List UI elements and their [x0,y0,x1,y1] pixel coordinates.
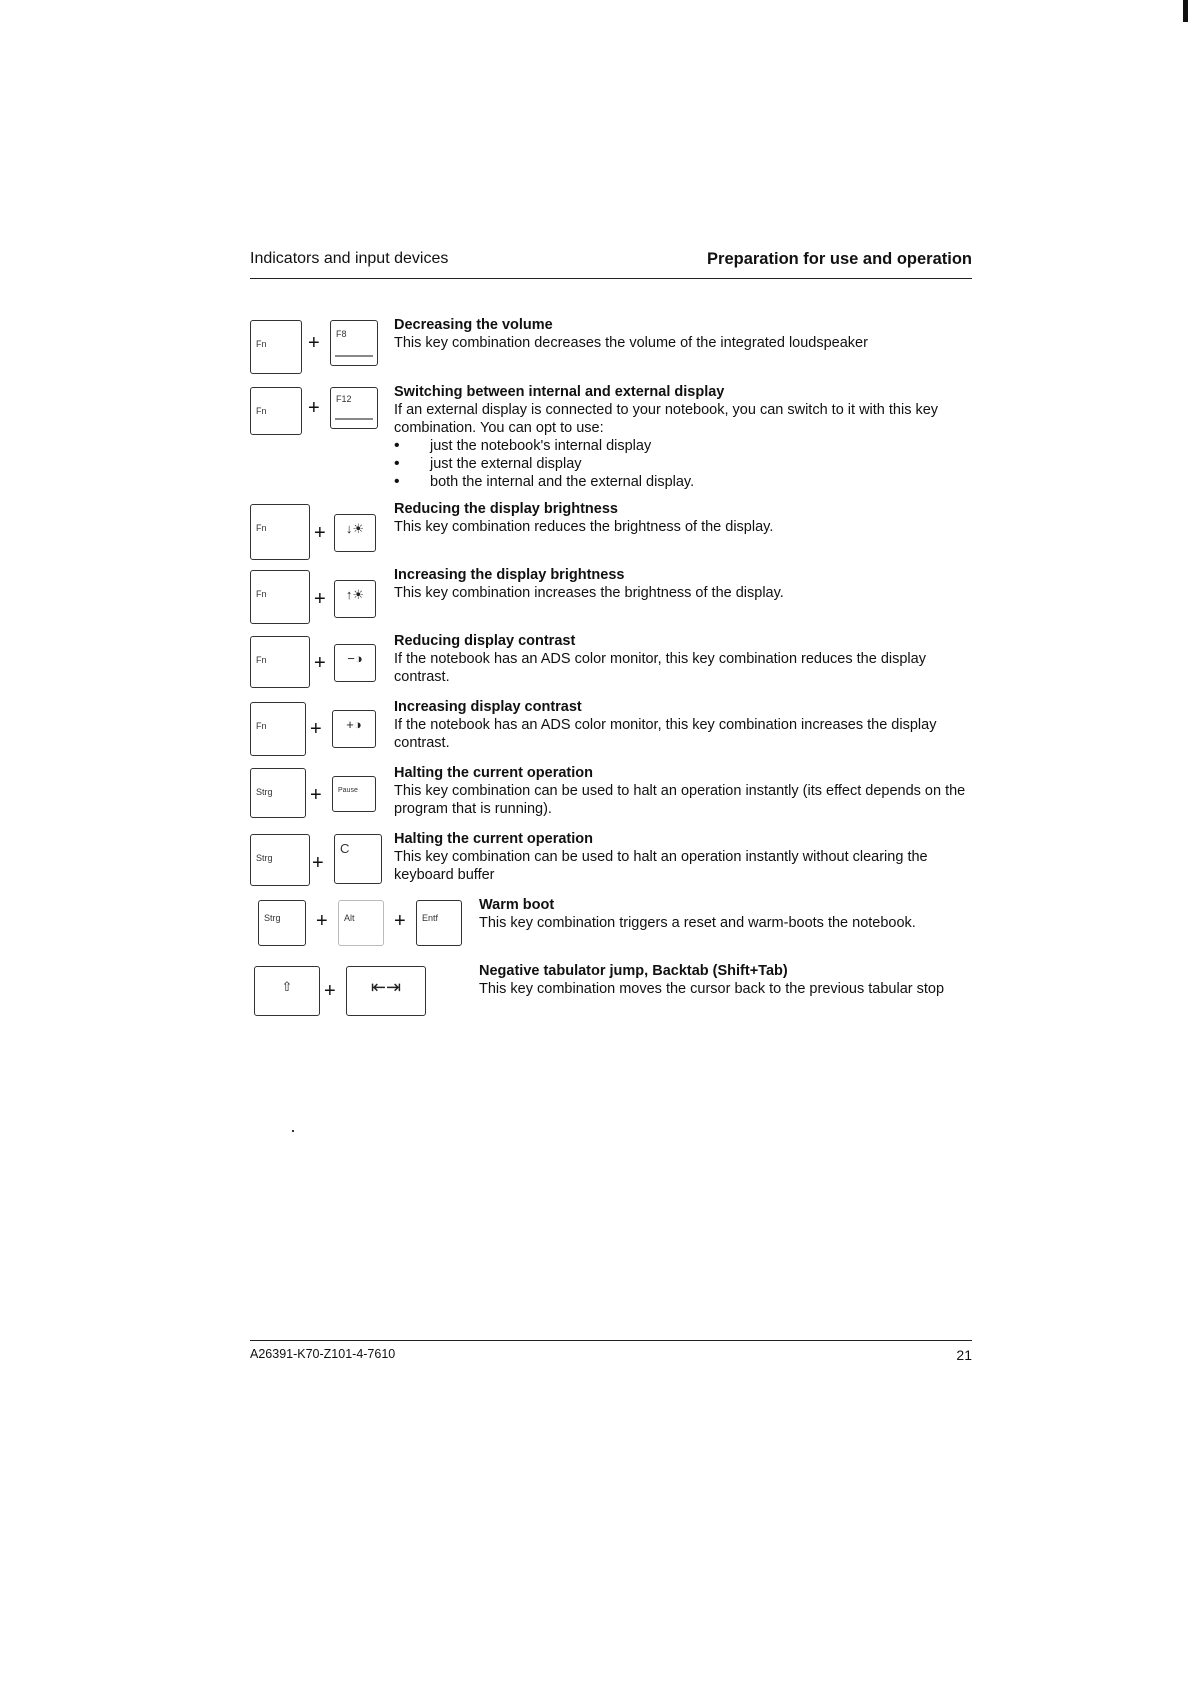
entf-key [416,900,462,946]
entry-text [394,764,974,818]
plus-sign: + [312,852,324,874]
entry-description: If the notebook has an ADS color monitor, this key combination reduces the display contrast. [394,651,926,685]
entry-description: This key combination triggers a reset and warm-boots the notebook. [479,915,916,931]
option-item: • just the external display [394,455,974,473]
key-combo-graphic [246,316,386,380]
fn-key [250,320,302,374]
plus-sign: + [308,332,320,354]
plus-sign: + [316,910,328,932]
entry-description: If an external display is connected to your notebook, you can switch to it with this key combination. You can opt to use: [394,402,939,436]
entry-description: This key combination reduces the brightness of the display. [394,519,774,535]
entry-text [479,896,976,932]
entry-title: Warm boot [479,897,555,913]
contrast-up-key [332,710,376,748]
tab-icon: ⇤⇥ [370,977,402,997]
fn-key-label: Fn [256,523,267,533]
key-combo-graphic [246,632,386,696]
strg-key [250,768,306,818]
header-chapter-title: Preparation for use and operation [707,250,972,268]
fn-key [250,387,302,435]
entry-title: Halting the current operation [394,831,593,847]
pause-key [332,776,376,812]
entry-text [394,632,974,686]
entry-text [394,383,974,491]
key-combo-graphic [246,500,386,564]
fn-key-label: Fn [256,589,267,599]
f12-key [330,387,378,429]
entry-description: This key combination increases the brightness of the display. [394,585,784,601]
document-code: A26391-K70-Z101-4-7610 [250,1347,396,1361]
plus-sign: + [314,522,326,544]
option-item: • just the notebook's internal display [394,437,974,455]
key-symbol [335,355,373,357]
brightness-down-icon: ↓☀ [345,521,365,536]
entry-title: Increasing the display brightness [394,567,625,583]
header-section-title: Indicators and input devices [250,250,449,267]
entry-title: Reducing display contrast [394,633,576,649]
entry-title: Reducing the display brightness [394,501,618,517]
fn-key [250,636,310,688]
entry-text [394,316,974,352]
option-list [394,437,974,491]
page-footer [250,1340,972,1363]
strg-key-label: Strg [264,913,281,923]
f12-key-label: F12 [336,394,352,404]
alt-key-label: Alt [344,913,355,923]
fn-key [250,702,306,756]
entry-title: Decreasing the volume [394,317,553,333]
entry-description: This key combination can be used to halt an operation instantly without clearing the keyboard buffer [394,849,928,883]
plus-sign: + [308,397,320,419]
key-combo-graphic [246,566,386,630]
plus-sign: + [324,980,336,1002]
entry-text [394,500,974,536]
key-combo-graphic [246,698,386,762]
shift-icon: ⇧ [281,979,293,994]
strg-key-label: Strg [256,787,273,797]
plus-sign: + [310,784,322,806]
fn-key-label: Fn [256,721,267,731]
plus-sign: + [314,652,326,674]
alt-key [338,900,384,946]
f8-key-label: F8 [336,329,347,339]
entry-title: Halting the current operation [394,765,593,781]
key-symbol [335,418,373,420]
option-item: • both the internal and the external display. [394,473,974,491]
fn-key-label: Fn [256,339,267,349]
entry-title: Increasing display contrast [394,699,582,715]
page-edge-mark [1183,0,1188,22]
key-combo-graphic [246,830,386,894]
brightness-up-key [334,580,376,618]
entry-description: This key combination moves the cursor back to the previous tabular stop [479,981,945,997]
key-combo-graphic [246,383,386,447]
fn-key-label: Fn [256,655,267,665]
entry-description: This key combination can be used to halt an operation instantly (its effect depends on the program that is running). [394,783,966,817]
entry-text [394,698,974,752]
key-combo-graphic [246,764,386,828]
brightness-up-icon: ↑☀ [345,587,365,602]
strg-key-label: Strg [256,853,273,863]
entry-text [394,566,974,602]
f8-key [330,320,378,366]
strg-key [250,834,310,886]
strg-key [258,900,306,946]
entry-description: If the notebook has an ADS color monitor, this key combination increases the display contrast. [394,717,937,751]
tab-key [346,966,426,1016]
plus-sign: + [314,588,326,610]
entry-title: Switching between internal and external display [394,384,725,400]
key-combo-graphic [246,962,466,1026]
stray-dot [292,1130,294,1132]
page-number: 21 [956,1347,972,1363]
c-key-label: C [340,841,350,856]
contrast-up-icon: +◑ [346,717,362,732]
entry-title: Negative tabulator jump, Backtab (Shift+Tab) [479,963,788,979]
entry-description: This key combination decreases the volume of the integrated loudspeaker [394,335,868,351]
entry-text [479,962,976,998]
plus-sign: + [394,910,406,932]
entry-text [394,830,974,884]
shift-key [254,966,320,1016]
page-header [250,248,972,279]
fn-key-label: Fn [256,406,267,416]
fn-key [250,504,310,560]
pause-key-label: Pause [338,787,358,794]
fn-key [250,570,310,624]
entf-key-label: Entf [422,913,439,923]
brightness-down-key [334,514,376,552]
contrast-down-icon: −◑ [347,651,363,666]
contrast-down-key [334,644,376,682]
plus-sign: + [310,718,322,740]
c-key [334,834,382,884]
key-combo-graphic [246,896,466,960]
